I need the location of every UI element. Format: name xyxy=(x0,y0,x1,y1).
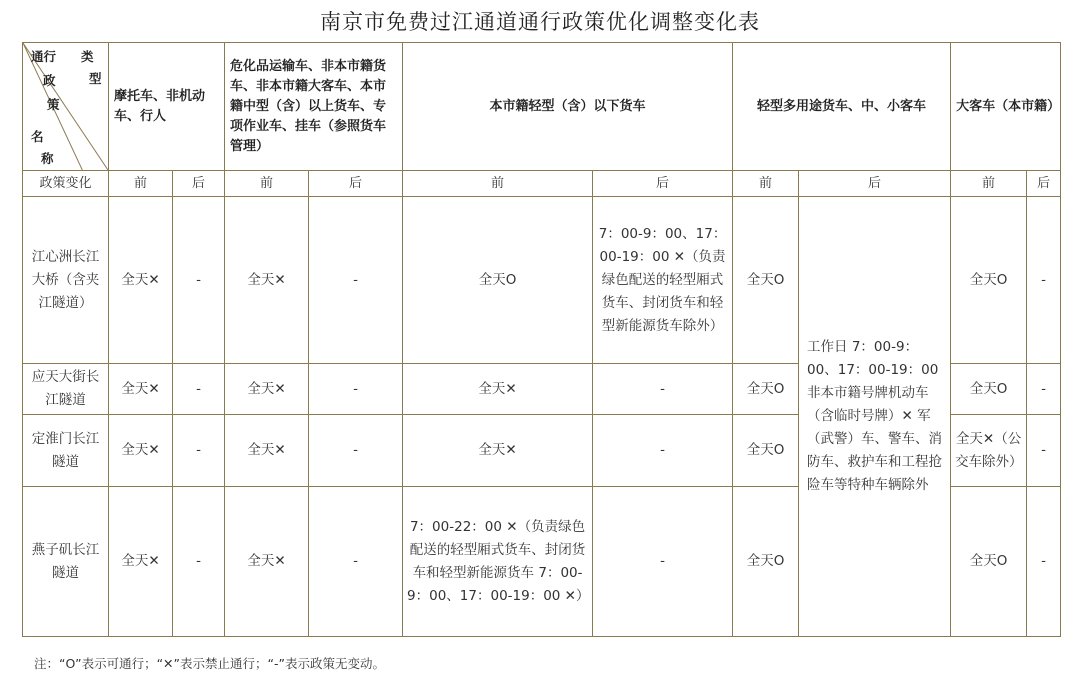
cell-danger-before: 全天✕ xyxy=(225,487,309,637)
cell-bus-after: - xyxy=(1027,364,1061,415)
policy-change-label: 政策变化 xyxy=(23,171,109,197)
cell-light-before: 全天✕ xyxy=(403,415,593,487)
cell-bus-before: 全天O xyxy=(951,487,1027,637)
cell-danger-before: 全天✕ xyxy=(225,197,309,364)
cell-danger-after: - xyxy=(309,415,403,487)
cell-danger-after: - xyxy=(309,364,403,415)
corner-type-label-2: 类 xyxy=(81,49,94,64)
cell-moto-before: 全天✕ xyxy=(109,487,173,637)
corner-name-label-1: 名 xyxy=(31,129,44,144)
column-header-hazardous-trucks: 危化品运输车、非本市籍货车、非本市籍大客车、本市籍中型（含）以上货车、专项作业车、挂车（参照货车管理） xyxy=(225,43,403,171)
cell-bus-after: - xyxy=(1027,487,1061,637)
cell-light-after: - xyxy=(593,415,733,487)
page-title: 南京市免费过江通道通行政策优化调整变化表 xyxy=(320,10,760,34)
cell-light-after: 7：00-9：00、17：00-19：00 ✕（负责绿色配送的轻型厢式货车、封闭货车和轻型新能源货车除外） xyxy=(593,197,733,364)
cell-danger-before: 全天✕ xyxy=(225,415,309,487)
after-label: 后 xyxy=(799,171,951,197)
cell-light-before: 全天✕ xyxy=(403,364,593,415)
corner-name-label-2: 称 xyxy=(41,151,54,166)
row-name: 应天大街长江隧道 xyxy=(23,364,109,415)
header-row xyxy=(23,43,1061,171)
corner-type-label-1: 通行 xyxy=(31,49,57,64)
cell-danger-after: - xyxy=(309,197,403,364)
subheader-row xyxy=(23,171,1061,197)
cell-light-after: - xyxy=(593,487,733,637)
cell-moto-before: 全天✕ xyxy=(109,197,173,364)
before-label: 前 xyxy=(951,171,1027,197)
cell-light-before: 全天O xyxy=(403,197,593,364)
column-header-bus: 大客车（本市籍） xyxy=(951,43,1061,171)
corner-policy-label-2: 策 xyxy=(47,97,60,112)
cell-light-after: - xyxy=(593,364,733,415)
cell-light-before: 7：00-22：00 ✕（负责绿色配送的轻型厢式货车、封闭货车和轻型新能源货车 7：00-9：00、17：00-19：00 ✕） xyxy=(403,487,593,637)
cell-moto-after: - xyxy=(173,487,225,637)
cell-danger-before: 全天✕ xyxy=(225,364,309,415)
column-header-motorcycle: 摩托车、非机动车、行人 xyxy=(109,43,225,171)
cell-small-before: 全天O xyxy=(733,487,799,637)
cell-moto-after: - xyxy=(173,364,225,415)
after-label: 后 xyxy=(173,171,225,197)
corner-type-label-3: 型 xyxy=(89,71,102,86)
cell-moto-after: - xyxy=(173,197,225,364)
table-row xyxy=(23,197,1061,364)
column-header-small-vehicles: 轻型多用途货车、中、小客车 xyxy=(733,43,951,171)
cell-small-before: 全天O xyxy=(733,415,799,487)
cell-bus-before: 全天✕（公交车除外） xyxy=(951,415,1027,487)
cell-bus-after: - xyxy=(1027,197,1061,364)
after-label: 后 xyxy=(1027,171,1061,197)
before-label: 前 xyxy=(225,171,309,197)
cell-bus-before: 全天O xyxy=(951,197,1027,364)
cell-bus-after: - xyxy=(1027,415,1061,487)
row-name: 江心洲长江大桥（含夹江隧道） xyxy=(23,197,109,364)
column-header-light-trucks: 本市籍轻型（含）以下货车 xyxy=(403,43,733,171)
cell-danger-after: - xyxy=(309,487,403,637)
cell-bus-before: 全天O xyxy=(951,364,1027,415)
cell-small-after-merged: 工作日 7：00-9：00、17：00-19：00 非本市籍号牌机动车（含临时号牌）✕ 军（武警）车、警车、消防车、救护车和工程抢险车等特种车辆除外 xyxy=(799,197,951,637)
before-label: 前 xyxy=(733,171,799,197)
policy-table xyxy=(22,42,1061,637)
cell-moto-before: 全天✕ xyxy=(109,415,173,487)
row-name: 定淮门长江隧道 xyxy=(23,415,109,487)
footnote: 注：“O”表示可通行；“✕”表示禁止通行；“-”表示政策无变动。 xyxy=(34,656,385,671)
after-label: 后 xyxy=(593,171,733,197)
before-label: 前 xyxy=(403,171,593,197)
after-label: 后 xyxy=(309,171,403,197)
cell-moto-before: 全天✕ xyxy=(109,364,173,415)
cell-moto-after: - xyxy=(173,415,225,487)
before-label: 前 xyxy=(109,171,173,197)
corner-policy-label-1: 政 xyxy=(43,73,56,88)
cell-small-before: 全天O xyxy=(733,364,799,415)
corner-header-cell xyxy=(23,43,109,171)
row-name: 燕子矶长江隧道 xyxy=(23,487,109,637)
cell-small-before: 全天O xyxy=(733,197,799,364)
